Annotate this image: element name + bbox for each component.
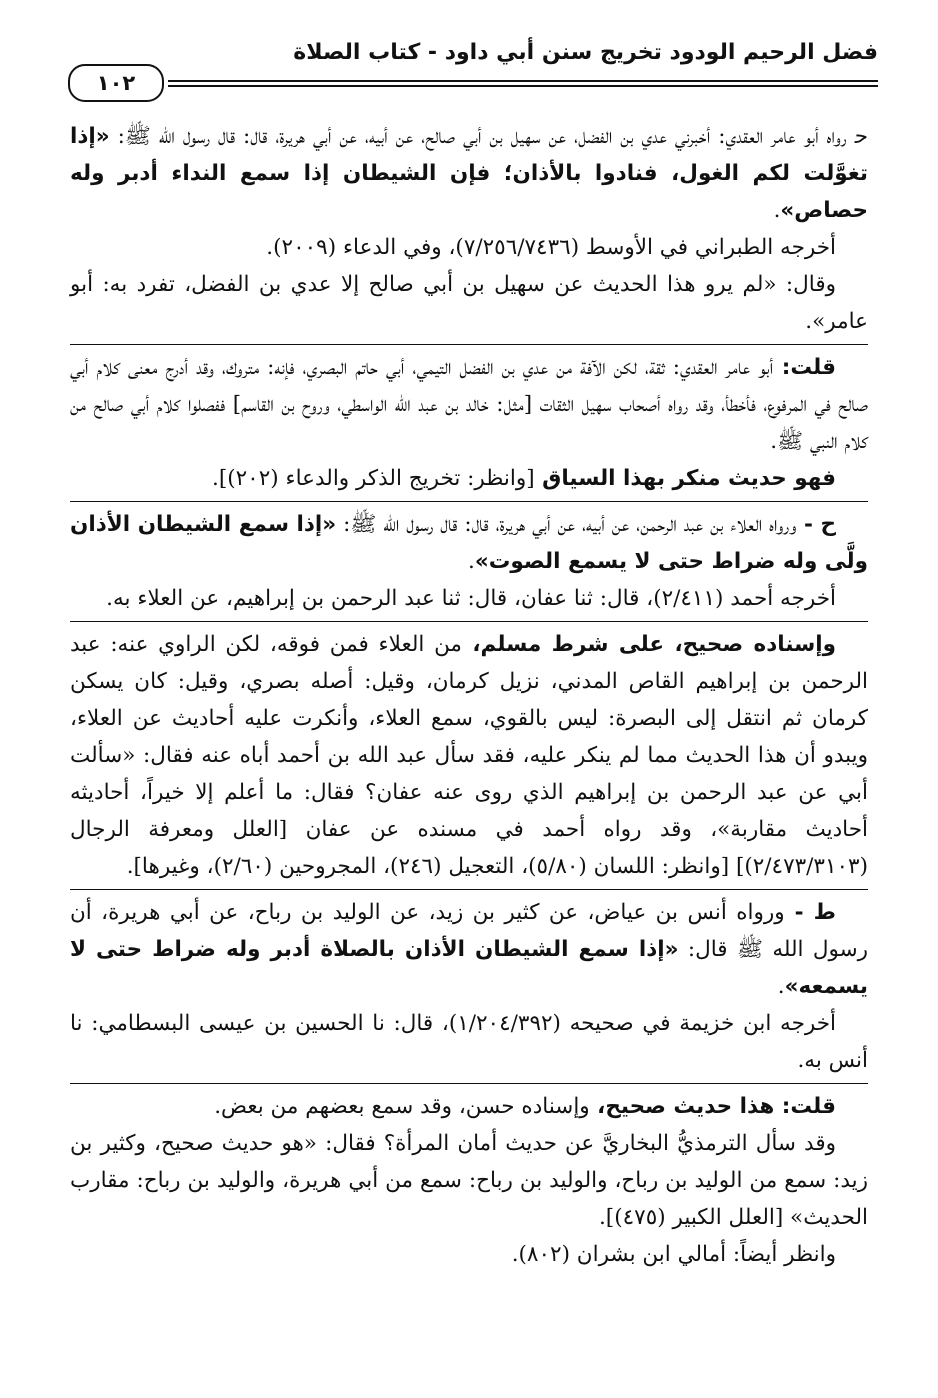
body-text: . bbox=[468, 549, 475, 574]
paragraph-divider bbox=[70, 501, 868, 502]
body-text: من العلاء فمن فوقه، لكن الراوي عنه: عبد الرحمن بن إبراهيم القاص المدني، نزيل كرمان، وقيل: أصله بصري، وقيل: كان يسكن كرمان ثم انتقل إلى البصرة: ليس بالقوي، سمع العلاء، وأنكرت عليه أحاديث عن العلاء، ويبدو أن هذا الحديث مما لم ينكر عليه، فقد سأل عبد الله بن أحمد أباه عنه فقال: «سألت أبي عن عبد الرحمن بن إبراهيم الذي روى عنه عفان؟ فقال: ما أعلم إلا خيراً، أحاديثه أحاديث مقاربة»، وقد رواه أحمد في مسنده عن عفان [العلل ومعرفة الرجال (٢/٤٧٣/٣١٠٣)] [وانظر: اللسان (٥/٨٠)، التعجيل (٢٤٦)، المجروحين (٢/٦٠)، وغيرها]. bbox=[70, 632, 868, 879]
body-text: وقال: «لم يرو هذا الحديث عن سهيل بن أبي صالح إلا عدي بن الفضل، تفرد به: أبو عامر». bbox=[70, 272, 868, 334]
header-rule-double bbox=[60, 85, 878, 87]
body-text: . bbox=[777, 974, 785, 999]
running-title: فضل الرحيم الودود تخريج سنن أبي داود - كتاب الصلاة bbox=[293, 40, 878, 65]
body-text: ﺣ رواه أبو عامر العقدي: أخبرني عدي بن الفضل، عن سهيل بن أبي صالح، عن أبيه، عن أبي هريرة، قال: قال رسول الله ﷺ: bbox=[109, 124, 868, 149]
paragraph-p10 bbox=[70, 1005, 868, 1079]
page-body bbox=[70, 118, 868, 1273]
paragraph-divider bbox=[70, 1083, 868, 1084]
paragraph-p12 bbox=[70, 1125, 868, 1236]
paragraph-p5 bbox=[70, 460, 868, 497]
bold-text: ط - bbox=[784, 900, 836, 925]
page-number: ١٠٢ bbox=[68, 64, 164, 102]
page-header bbox=[60, 40, 878, 95]
paragraph-p9 bbox=[70, 894, 868, 1005]
body-text: [وانظر: تخريج الذكر والدعاء (٢٠٢)]. bbox=[212, 466, 535, 491]
body-text: أخرجه ابن خزيمة في صحيحه (١/٢٠٤/٣٩٢)، قال: نا الحسين بن عيسى البسطامي: نا أنس به. bbox=[70, 1011, 868, 1073]
body-text: وإسناده حسن، وقد سمع بعضهم من بعض. bbox=[214, 1094, 590, 1119]
bold-text: «إذا سمع الشيطان الأذان بالصلاة أدبر وله ضراط حتى لا يسمعه» bbox=[70, 937, 868, 999]
bold-text: ح - bbox=[796, 512, 836, 537]
paragraph-p13 bbox=[70, 1236, 868, 1273]
body-text: وانظر أيضاً: أمالي ابن بشران (٨٠٢). bbox=[511, 1242, 836, 1267]
body-text: وقد سأل الترمذيُّ البخاريَّ عن حديث أمان المرأة؟ فقال: «هو حديث صحيح، وكثير بن زيد: سمع من الوليد بن رباح، والوليد بن رباح: سمع من أبي هريرة، والوليد بن رباح: مقارب الحديث» [العلل الكبير (٤٧٥)]. bbox=[70, 1131, 868, 1230]
paragraph-divider bbox=[70, 344, 868, 345]
header-rule bbox=[60, 80, 878, 82]
body-text: أبو عامر العقدي: ثقة، لكن الآفة من عدي بن الفضل التيمي، أبي حاتم البصري، فإنه: متروك، وقد أدرج معنى كلام أبي صالح في المرفوع، فأخطأ، وقد رواه أصحاب سهيل الثقات [مثل: خالد بن عبد الله الواسطي، وروح بن القاسم] ففصلوا كلام أبي صالح من كلام النبي ﷺ. bbox=[70, 355, 868, 454]
bold-text: قلت: هذا حديث صحيح، bbox=[589, 1094, 836, 1119]
body-text: . bbox=[773, 198, 781, 223]
paragraph-divider bbox=[70, 621, 868, 622]
page-number-frame bbox=[60, 60, 168, 102]
bold-text: «إذا سمع الشيطان الأذان ولَّى وله ضراط حتى لا يسمع الصوت» bbox=[70, 512, 868, 574]
body-text: ورواه العلاء بن عبد الرحمن، عن أبيه، عن أبي هريرة، قال: قال رسول الله ﷺ: bbox=[336, 512, 797, 537]
paragraph-p3 bbox=[70, 266, 868, 340]
body-text: أخرجه الطبراني في الأوسط (٧/٢٥٦/٧٤٣٦)، وفي الدعاء (٢٠٠٩). bbox=[266, 235, 836, 260]
paragraph-p2 bbox=[70, 229, 868, 266]
paragraph-p7 bbox=[70, 580, 868, 617]
paragraph-p4 bbox=[70, 349, 868, 460]
paragraph-p11 bbox=[70, 1088, 868, 1125]
paragraph-divider bbox=[70, 889, 868, 890]
paragraph-p8 bbox=[70, 626, 868, 885]
body-text: أخرجه أحمد (٢/٤١١)، قال: ثنا عفان، قال: ثنا عبد الرحمن بن إبراهيم، عن العلاء به. bbox=[106, 586, 836, 611]
bold-text: فهو حديث منكر بهذا السياق bbox=[534, 466, 836, 491]
paragraph-p1 bbox=[70, 118, 868, 229]
bold-text: وإسناده صحيح، على شرط مسلم، bbox=[461, 632, 836, 657]
bold-text: «إذا تغوَّلت لكم الغول، فنادوا بالأذان؛ فإن الشيطان إذا سمع النداء أدبر وله حصاص» bbox=[70, 124, 868, 223]
body-text: ورواه أنس بن عياض، عن كثير بن زيد، عن الوليد بن رباح، عن أبي هريرة، أن رسول الله ﷺ قال: bbox=[70, 900, 868, 962]
bold-text: قلت: bbox=[773, 355, 836, 380]
paragraph-p6 bbox=[70, 506, 868, 580]
